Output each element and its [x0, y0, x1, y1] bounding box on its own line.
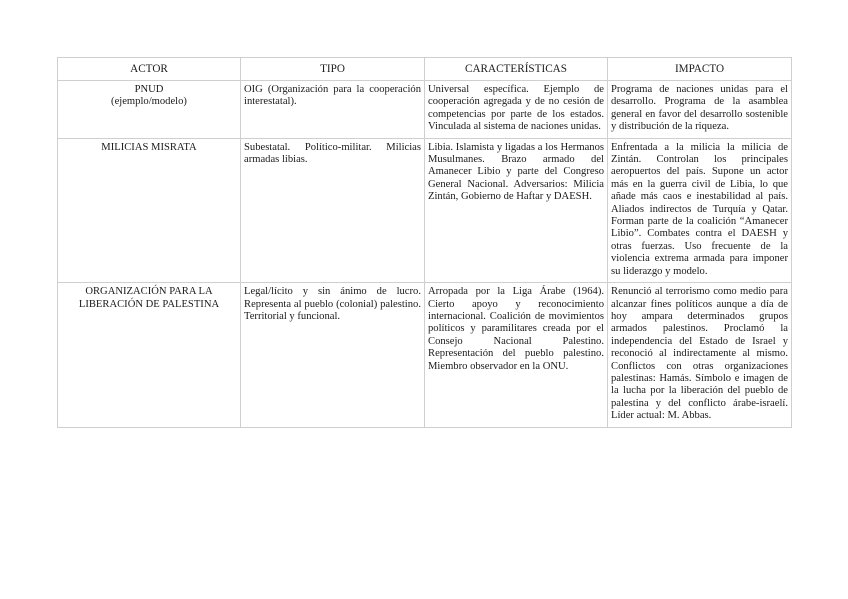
header-row: [58, 58, 792, 81]
table-row: [58, 81, 792, 139]
table-row: [58, 283, 792, 427]
table-body: [58, 81, 792, 428]
tipo-cell: OIG (Organización para la cooperación interestatal).: [241, 81, 425, 139]
impacto-cell: Renunció al terrorismo como medio para alcanzar fines políticos aunque a día de hoy ampara determinados grupos armados palestinos. Proclamó la independencia del Estado de Israel y reconoció al indirectamente al mismo. Conflictos con otras organizaciones palestinas: Hamás. Símbolo e imagen de la lucha por la liberación del pueblo de palestina y del conflicto árabe-israelí. Líder actual: M. Abbas.: [608, 283, 792, 427]
actor-name: MILICIAS MISRATA: [101, 141, 197, 153]
impacto-cell: Programa de naciones unidas para el desarrollo. Programa de la asamblea general en favor del desarrollo sostenible y distribución de la riqueza.: [608, 81, 792, 139]
actors-table: [57, 57, 792, 428]
caracteristicas-cell: Arropada por la Liga Árabe (1964). Cierto apoyo y reconocimiento internacional. Coalición de movimientos políticos y paramilitares creada por el Consejo Nacional Palestino. Representación del pueblo palestino. Miembro observador en la ONU.: [425, 283, 608, 427]
actor-cell: [58, 138, 241, 282]
actor-note: (ejemplo/modelo): [111, 96, 187, 108]
actor-cell: [58, 81, 241, 139]
tipo-cell: Subestatal. Político-militar. Milicias armadas libias.: [241, 138, 425, 282]
caracteristicas-cell: Libia. Islamista y ligadas a los Hermanos Musulmanes. Brazo armado del Amanecer Libio y parte del Congreso General Nacional. Adversarios: Milicia Zintán, Gobierno de Haftar y DAESH.: [425, 138, 608, 282]
actor-cell: [58, 283, 241, 427]
header-tipo: TIPO: [241, 58, 425, 81]
header-actor: ACTOR: [58, 58, 241, 81]
caracteristicas-cell: Universal específica. Ejemplo de cooperación agregada y de no cesión de competencias por parte de los estados. Vinculada al sistema de naciones unidas.: [425, 81, 608, 139]
actor-name: PNUD: [134, 84, 164, 95]
impacto-cell: Enfrentada a la milicia la milicia de Zintán. Controlan los principales aeropuertos del país. Supone un actor más en la guerra civil de Libia, lo que añade más caos e inestabilidad al país. Aliados indirectos de Turquía y Qatar. Forman parte de la coalición “Amanecer Libio”. Combates contra el DAESH y otras fuerzas. Uso frecuente de la violencia extrema armada para imponer su liderazgo y modelo.: [608, 138, 792, 282]
header-impacto: IMPACTO: [608, 58, 792, 81]
tipo-cell: Legal/lícito y sin ánimo de lucro. Representa al pueblo (colonial) palestino. Territorial y funcional.: [241, 283, 425, 427]
header-caracteristicas: CARACTERÍSTICAS: [425, 58, 608, 81]
table-row: [58, 138, 792, 282]
actor-name: ORGANIZACIÓN PARA LA LIBERACIÓN DE PALESTINA: [78, 286, 220, 310]
table-header: [58, 58, 792, 81]
